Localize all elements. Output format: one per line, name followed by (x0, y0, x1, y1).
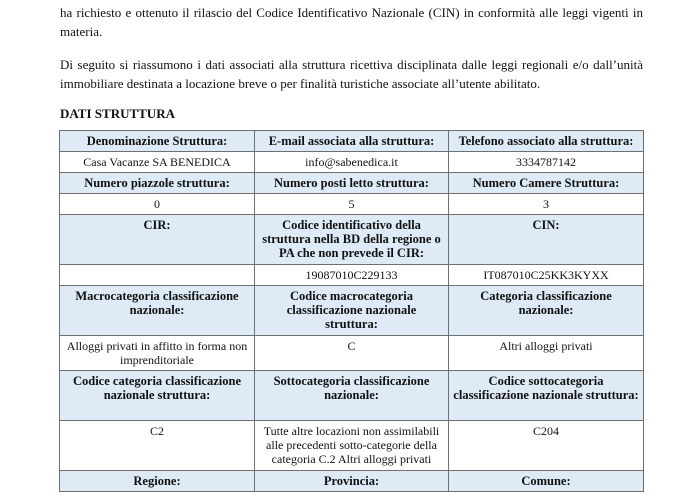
table-row (60, 471, 644, 492)
value-cell: Casa Vacanze SA BENEDICA (60, 152, 255, 173)
header-cell: Codice categoria classificazione nazionale struttura: (60, 371, 255, 421)
header-cell: Numero posti letto struttura: (255, 173, 449, 194)
value-cell: C2 (60, 421, 255, 471)
header-cell: Codice sottocategoria classificazione nazionale struttura: (449, 371, 644, 421)
value-cell: C (255, 336, 449, 371)
table-row (60, 371, 644, 421)
header-cell: Telefono associato alla struttura: (449, 131, 644, 152)
value-cell: 0 (60, 194, 255, 215)
table-row (60, 194, 644, 215)
header-cell: CIR: (60, 215, 255, 265)
value-cell: Tutte altre locazioni non assimilabili alle precedenti sotto-categorie della categoria C.2 Altri alloggi privati (255, 421, 449, 471)
value-cell: Alloggi privati in affitto in forma non imprenditoriale (60, 336, 255, 371)
value-cell: 3334787142 (449, 152, 644, 173)
header-cell: Provincia: (255, 471, 449, 492)
value-cell: IT087010C25KK3KYXX (449, 265, 644, 286)
intro-paragraph-1: ha richiesto e ottenuto il rilascio del Codice Identificativo Nazionale (CIN) in conformità alle leggi vigenti in materia. (60, 5, 643, 39)
table-row (60, 265, 644, 286)
header-cell: Codice macrocategoria classificazione nazionale struttura: (255, 286, 449, 336)
header-cell: Numero Camere Struttura: (449, 173, 644, 194)
table-row (60, 286, 644, 336)
header-cell: Comune: (449, 471, 644, 492)
table-row (60, 215, 644, 265)
header-cell: Macrocategoria classificazione nazionale: (60, 286, 255, 336)
section-title: DATI STRUTTURA (60, 106, 175, 121)
header-cell: Categoria classificazione nazionale: (449, 286, 644, 336)
value-cell: info@sabenedica.it (255, 152, 449, 173)
header-cell: Regione: (60, 471, 255, 492)
header-cell: Numero piazzole struttura: (60, 173, 255, 194)
value-cell: 19087010C229133 (255, 265, 449, 286)
header-cell: CIN: (449, 215, 644, 265)
header-cell: Codice identificativo della struttura nella BD della regione o PA che non prevede il CIR: (255, 215, 449, 265)
value-cell: 3 (449, 194, 644, 215)
value-cell: C204 (449, 421, 644, 471)
value-cell: 5 (255, 194, 449, 215)
table-row (60, 173, 644, 194)
table-row (60, 336, 644, 371)
header-cell: Sottocategoria classificazione nazionale: (255, 371, 449, 421)
header-cell: Denominazione Struttura: (60, 131, 255, 152)
value-cell (60, 265, 255, 286)
header-cell: E-mail associata alla struttura: (255, 131, 449, 152)
value-cell: Altri alloggi privati (449, 336, 644, 371)
table-row (60, 131, 644, 152)
table-row (60, 421, 644, 471)
intro-paragraph-2: Di seguito si riassumono i dati associati alla struttura ricettiva disciplinata dalle leggi regionali e/o dall’unità immobiliare destinata a locazione breve o per finalità turistiche associate all’utente abilitato. (60, 57, 643, 91)
table-row (60, 152, 644, 173)
structure-data-table (59, 130, 644, 492)
